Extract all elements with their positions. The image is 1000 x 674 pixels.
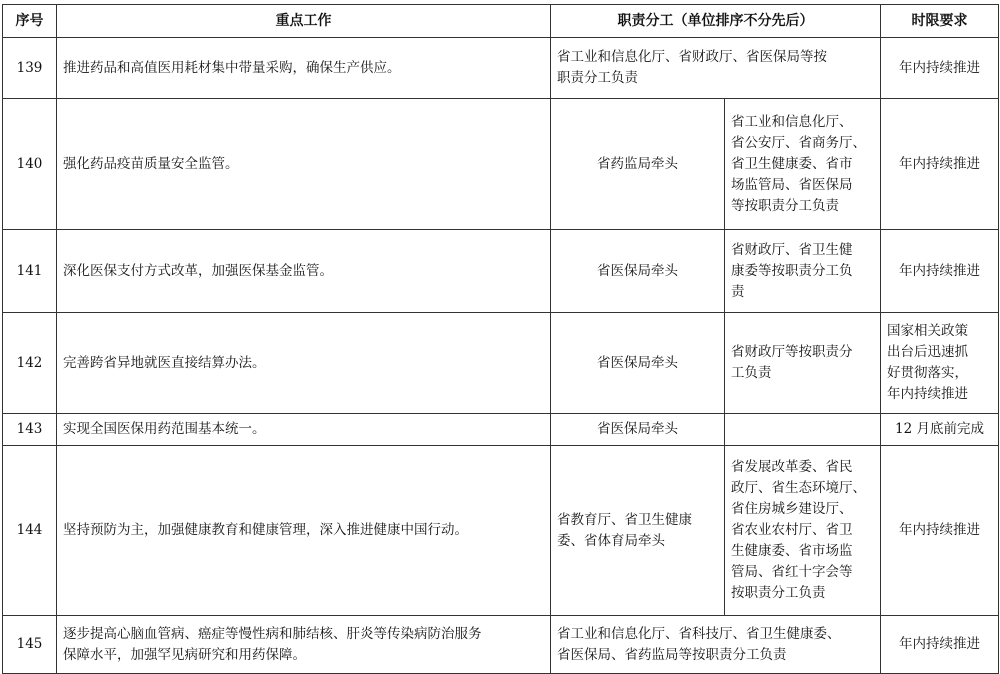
row-lead-unit [551,99,725,230]
task-line: 强化药品疫苗质量安全监管。 [63,155,239,172]
header-responsibility: 职责分工（单位排序不分先后） [551,5,881,38]
deadline-line: 国家相关政策 [887,323,968,339]
row-number: 139 [3,38,57,99]
deadline-line: 年内持续推进 [887,386,968,402]
row-task [57,446,551,616]
header-number: 序号 [3,5,57,38]
row-deadline [881,230,999,313]
task-line: 实现全国医保用药范围基本统一。 [63,421,266,437]
row-assist-units [725,230,881,313]
row-deadline [881,414,999,446]
assist-line: 生健康委、省市场监 [731,543,853,559]
task-line: 完善跨省异地就医直接结算办法。 [63,354,266,371]
row-number: 144 [3,446,57,616]
row-task [57,38,551,99]
task-line: 推进药品和高值医用耗材集中带量采购，确保生产供应。 [63,59,401,76]
table-row [3,446,999,616]
responsibility-line: 省工业和信息化厅、省财政厅、省医保局等按 [557,49,827,65]
table-row [3,414,999,446]
task-line: 坚持预防为主，加强健康教育和健康管理，深入推进健康中国行动。 [63,522,468,538]
row-task [57,616,551,674]
row-assist-units [725,446,881,616]
lead-line: 省医保局牵头 [597,421,678,437]
assist-line: 省卫生健康委、省市 [731,155,853,172]
assist-line: 按职责分工负责 [731,585,826,601]
row-assist-units [725,414,881,446]
assist-line: 场监管局、省医保局 [731,176,853,193]
row-number: 143 [3,414,57,446]
row-responsibility [551,38,881,99]
assist-line: 省农业农村厅、省卫 [731,522,853,538]
lead-line: 省教育厅、省卫生健康 [557,511,692,528]
assist-line: 省工业和信息化厅、 [731,113,853,130]
assist-line: 政厅、省生态环境厅、 [731,480,866,496]
assist-line: 省财政厅等按职责分 [731,344,853,360]
row-lead-unit [551,414,725,446]
row-task [57,230,551,313]
responsibility-line: 省工业和信息化厅、省科技厅、省卫生健康委、 [557,625,841,642]
header-task: 重点工作 [57,5,551,38]
deadline-line: 年内持续推进 [899,59,980,76]
lead-line: 委、省体育局牵头 [557,532,665,549]
deadline-line: 好贯彻落实， [887,365,968,381]
work-table [2,4,999,674]
lead-line: 省药监局牵头 [597,155,678,172]
assist-line: 责 [731,283,745,300]
row-deadline [881,99,999,230]
row-lead-unit [551,230,725,313]
assist-line: 工负责 [731,365,772,381]
table-row [3,313,999,414]
assist-line: 省财政厅、省卫生健 [731,241,853,258]
deadline-line: 年内持续推进 [899,262,980,279]
assist-line: 管局、省红十字会等 [731,564,853,580]
deadline-line: 年内持续推进 [899,636,980,652]
row-number: 141 [3,230,57,313]
responsibility-line: 职责分工负责 [557,70,638,86]
table-row [3,230,999,313]
row-deadline [881,616,999,674]
assist-line: 等按职责分工负责 [731,197,839,214]
assist-line: 省住房城乡建设厅、 [731,501,853,517]
row-task [57,414,551,446]
deadline-line: 年内持续推进 [899,522,980,538]
row-responsibility [551,616,881,674]
row-assist-units [725,313,881,414]
row-deadline [881,446,999,616]
row-number: 140 [3,99,57,230]
table-row [3,99,999,230]
row-number: 145 [3,616,57,674]
deadline-line: 12 月底前完成 [895,421,984,437]
deadline-line: 年内持续推进 [899,155,980,172]
header-row [3,5,999,38]
row-task [57,99,551,230]
deadline-line: 出台后迅速抓 [887,344,968,360]
responsibility-line: 省医保局、省药监局等按职责分工负责 [557,646,787,663]
row-lead-unit [551,446,725,616]
table-row [3,616,999,674]
assist-line: 省公安厅、省商务厅、 [731,134,866,151]
lead-line: 省医保局牵头 [597,262,678,279]
row-lead-unit [551,313,725,414]
assist-line: 康委等按职责分工负 [731,262,853,279]
lead-line: 省医保局牵头 [597,354,678,371]
task-line: 保障水平，加强罕见病研究和用药保障。 [63,646,306,663]
row-number: 142 [3,313,57,414]
row-task [57,313,551,414]
table-row [3,38,999,99]
header-deadline: 时限要求 [881,5,999,38]
task-line: 逐步提高心脑血管病、癌症等慢性病和肺结核、肝炎等传染病防治服务 [63,625,482,642]
task-line: 深化医保支付方式改革，加强医保基金监管。 [63,262,333,279]
row-deadline [881,313,999,414]
assist-line: 省发展改革委、省民 [731,459,853,475]
row-assist-units [725,99,881,230]
row-deadline [881,38,999,99]
